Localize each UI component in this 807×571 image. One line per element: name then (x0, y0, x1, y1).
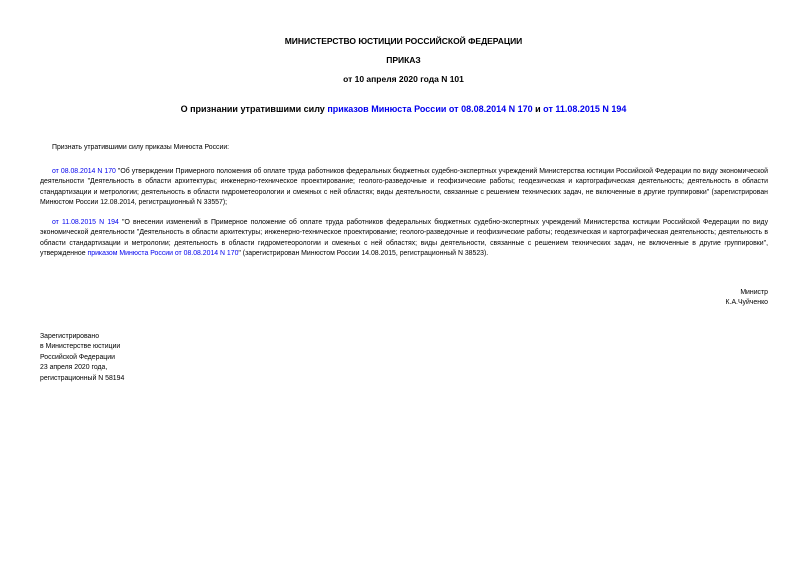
title-middle: и (532, 104, 544, 114)
registration-line: 23 апреля 2020 года, (40, 364, 108, 372)
link-order-2014[interactable]: от 08.08.2014 N 170 (52, 168, 116, 175)
registration-line: Российской Федерации (40, 353, 115, 361)
title-link-orders-2014[interactable]: приказов Минюста России от 08.08.2014 N 170 (327, 104, 533, 114)
document-title (0, 104, 807, 115)
title-link-order-2015[interactable]: от 11.08.2015 N 194 (543, 104, 627, 114)
ministry-heading: МИНИСТЕРСТВО ЮСТИЦИИ РОССИЙСКОЙ ФЕДЕРАЦИИ (284, 36, 523, 46)
item-text-2015-after: " (зарегистрирован Минюстом России 14.08.2015, регистрационный N 38523). (238, 250, 489, 258)
signature-position: Министр (740, 289, 768, 296)
item-paragraph-2015 (40, 218, 768, 260)
link-order-2014-inline[interactable]: приказом Минюста России от 08.08.2014 N 170 (87, 250, 239, 258)
registration-line: в Министерстве юстиции (40, 343, 121, 351)
item-paragraph-2014 (40, 167, 768, 209)
item-text-2014: "Об утверждении Примерного положения об оплате труда работников федеральных бюджетных судебно-экспертных учреждений Министерства юстиции Российской Федерации по виду экономической деятельности "Деятельность в области архитектуры; инженерно-техническое проектирование; геолого-разведочные и геофизические работы; геодезическая и картографическая деятельность; деятельность в области стандартизации и метрологии; деятельность в области гидрометеорологии и смежных с ней областях; виды деятельности, связанные с решением технических задач, не включенные в другие группировки" (зарегистрирован Минюстом России 12.08.2014, регистрационный N 33557); (40, 168, 768, 207)
intro-paragraph: Признать утратившими силу приказы Минюста России: (52, 144, 230, 151)
item-text-2015-before: "О внесении изменений в Примерное положение об оплате труда работников федеральных бюджетных судебно-экспертных учреждений Министерства юстиции Российской Федерации по виду экономической деятельности "Деятельность в области архитектуры; инженерно-техническое проектирование; геолого-разведочные и геофизические работы; геодезическая и картографическая деятельность; деятельность в области стандартизации и метрологии; деятельность в области гидрометеорологии и смежных с ней областях; виды деятельности, связанные с решением технических задач, не включенные в другие группировки", утвержденное (40, 219, 769, 258)
registration-line: Зарегистрировано (40, 333, 100, 340)
order-type-heading: ПРИКАЗ (386, 55, 421, 65)
link-order-2015[interactable]: от 11.08.2015 N 194 (52, 219, 119, 226)
registration-line: регистрационный N 58194 (40, 374, 125, 382)
order-date-heading: от 10 апреля 2020 года N 101 (343, 74, 464, 84)
title-prefix: О признании утратившими силу (180, 104, 328, 114)
signature-name: К.А.Чуйченко (725, 299, 768, 306)
registration-block (40, 332, 124, 384)
